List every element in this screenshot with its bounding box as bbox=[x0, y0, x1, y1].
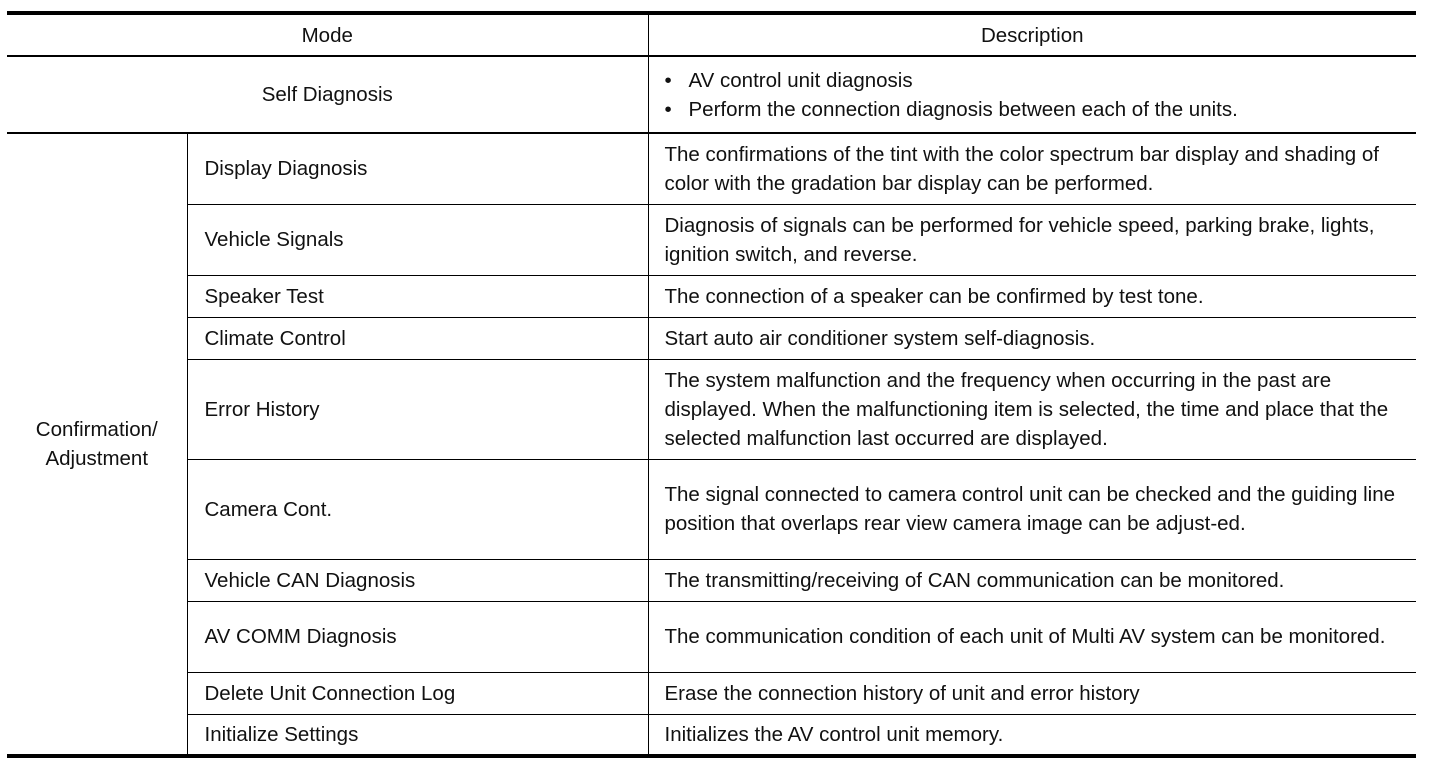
diagnosis-mode-table bbox=[7, 11, 1416, 758]
table-row bbox=[7, 559, 1416, 601]
table-row bbox=[7, 459, 1416, 559]
mode-cell: Display Diagnosis bbox=[187, 133, 648, 204]
group-label-line: Confirmation/ bbox=[35, 418, 158, 441]
description-cell: The confirmations of the tint with the color spectrum bar display and shading of color with the gradation bar display can be performed. bbox=[648, 133, 1416, 204]
description-cell: The transmitting/receiving of CAN communication can be monitored. bbox=[648, 559, 1416, 601]
table-row bbox=[7, 317, 1416, 359]
description-cell: The signal connected to camera control unit can be checked and the guiding line position that overlaps rear view camera image can be adjust-ed. bbox=[648, 459, 1416, 559]
table-row bbox=[7, 359, 1416, 459]
table-header-row bbox=[7, 13, 1416, 56]
mode-cell: AV COMM Diagnosis bbox=[187, 601, 648, 672]
description-cell: The connection of a speaker can be confirmed by test tone. bbox=[648, 275, 1416, 317]
table-row bbox=[7, 714, 1416, 756]
table-row bbox=[7, 601, 1416, 672]
description-cell: The system malfunction and the frequency when occurring in the past are displayed. When the malfunctioning item is selected, the time and place that the selected malfunction last occurred are displayed. bbox=[648, 359, 1416, 459]
table-row bbox=[7, 204, 1416, 275]
mode-cell: Climate Control bbox=[187, 317, 648, 359]
mode-cell: Error History bbox=[187, 359, 648, 459]
description-cell: The communication condition of each unit of Multi AV system can be monitored. bbox=[648, 601, 1416, 672]
mode-cell: Vehicle Signals bbox=[187, 204, 648, 275]
self-diagnosis-mode: Self Diagnosis bbox=[261, 83, 393, 106]
mode-cell: Delete Unit Connection Log bbox=[187, 672, 648, 714]
description-cell: Initializes the AV control unit memory. bbox=[648, 714, 1416, 756]
group-label-confirmation-adjustment bbox=[7, 133, 187, 756]
group-label-line: Adjustment bbox=[45, 447, 149, 470]
description-cell: Diagnosis of signals can be performed for vehicle speed, parking brake, lights, ignition switch, and reverse. bbox=[648, 204, 1416, 275]
description-cell: Erase the connection history of unit and error history bbox=[648, 672, 1416, 714]
bullet-list bbox=[665, 66, 1409, 124]
mode-cell: Speaker Test bbox=[187, 275, 648, 317]
table-row-self-diagnosis bbox=[7, 56, 1416, 133]
table-row bbox=[7, 275, 1416, 317]
mode-cell: Vehicle CAN Diagnosis bbox=[187, 559, 648, 601]
mode-cell: Initialize Settings bbox=[187, 714, 648, 756]
header-description: Description bbox=[648, 13, 1416, 56]
bullet-item: • Perform the connection diagnosis between each of the units. bbox=[665, 95, 1409, 124]
mode-cell: Camera Cont. bbox=[187, 459, 648, 559]
self-diagnosis-description bbox=[648, 56, 1416, 133]
description-cell: Start auto air conditioner system self-diagnosis. bbox=[648, 317, 1416, 359]
header-mode: Mode bbox=[7, 13, 648, 56]
table-row bbox=[7, 672, 1416, 714]
bullet-item: • AV control unit diagnosis bbox=[665, 66, 1409, 95]
table-row bbox=[7, 133, 1416, 204]
